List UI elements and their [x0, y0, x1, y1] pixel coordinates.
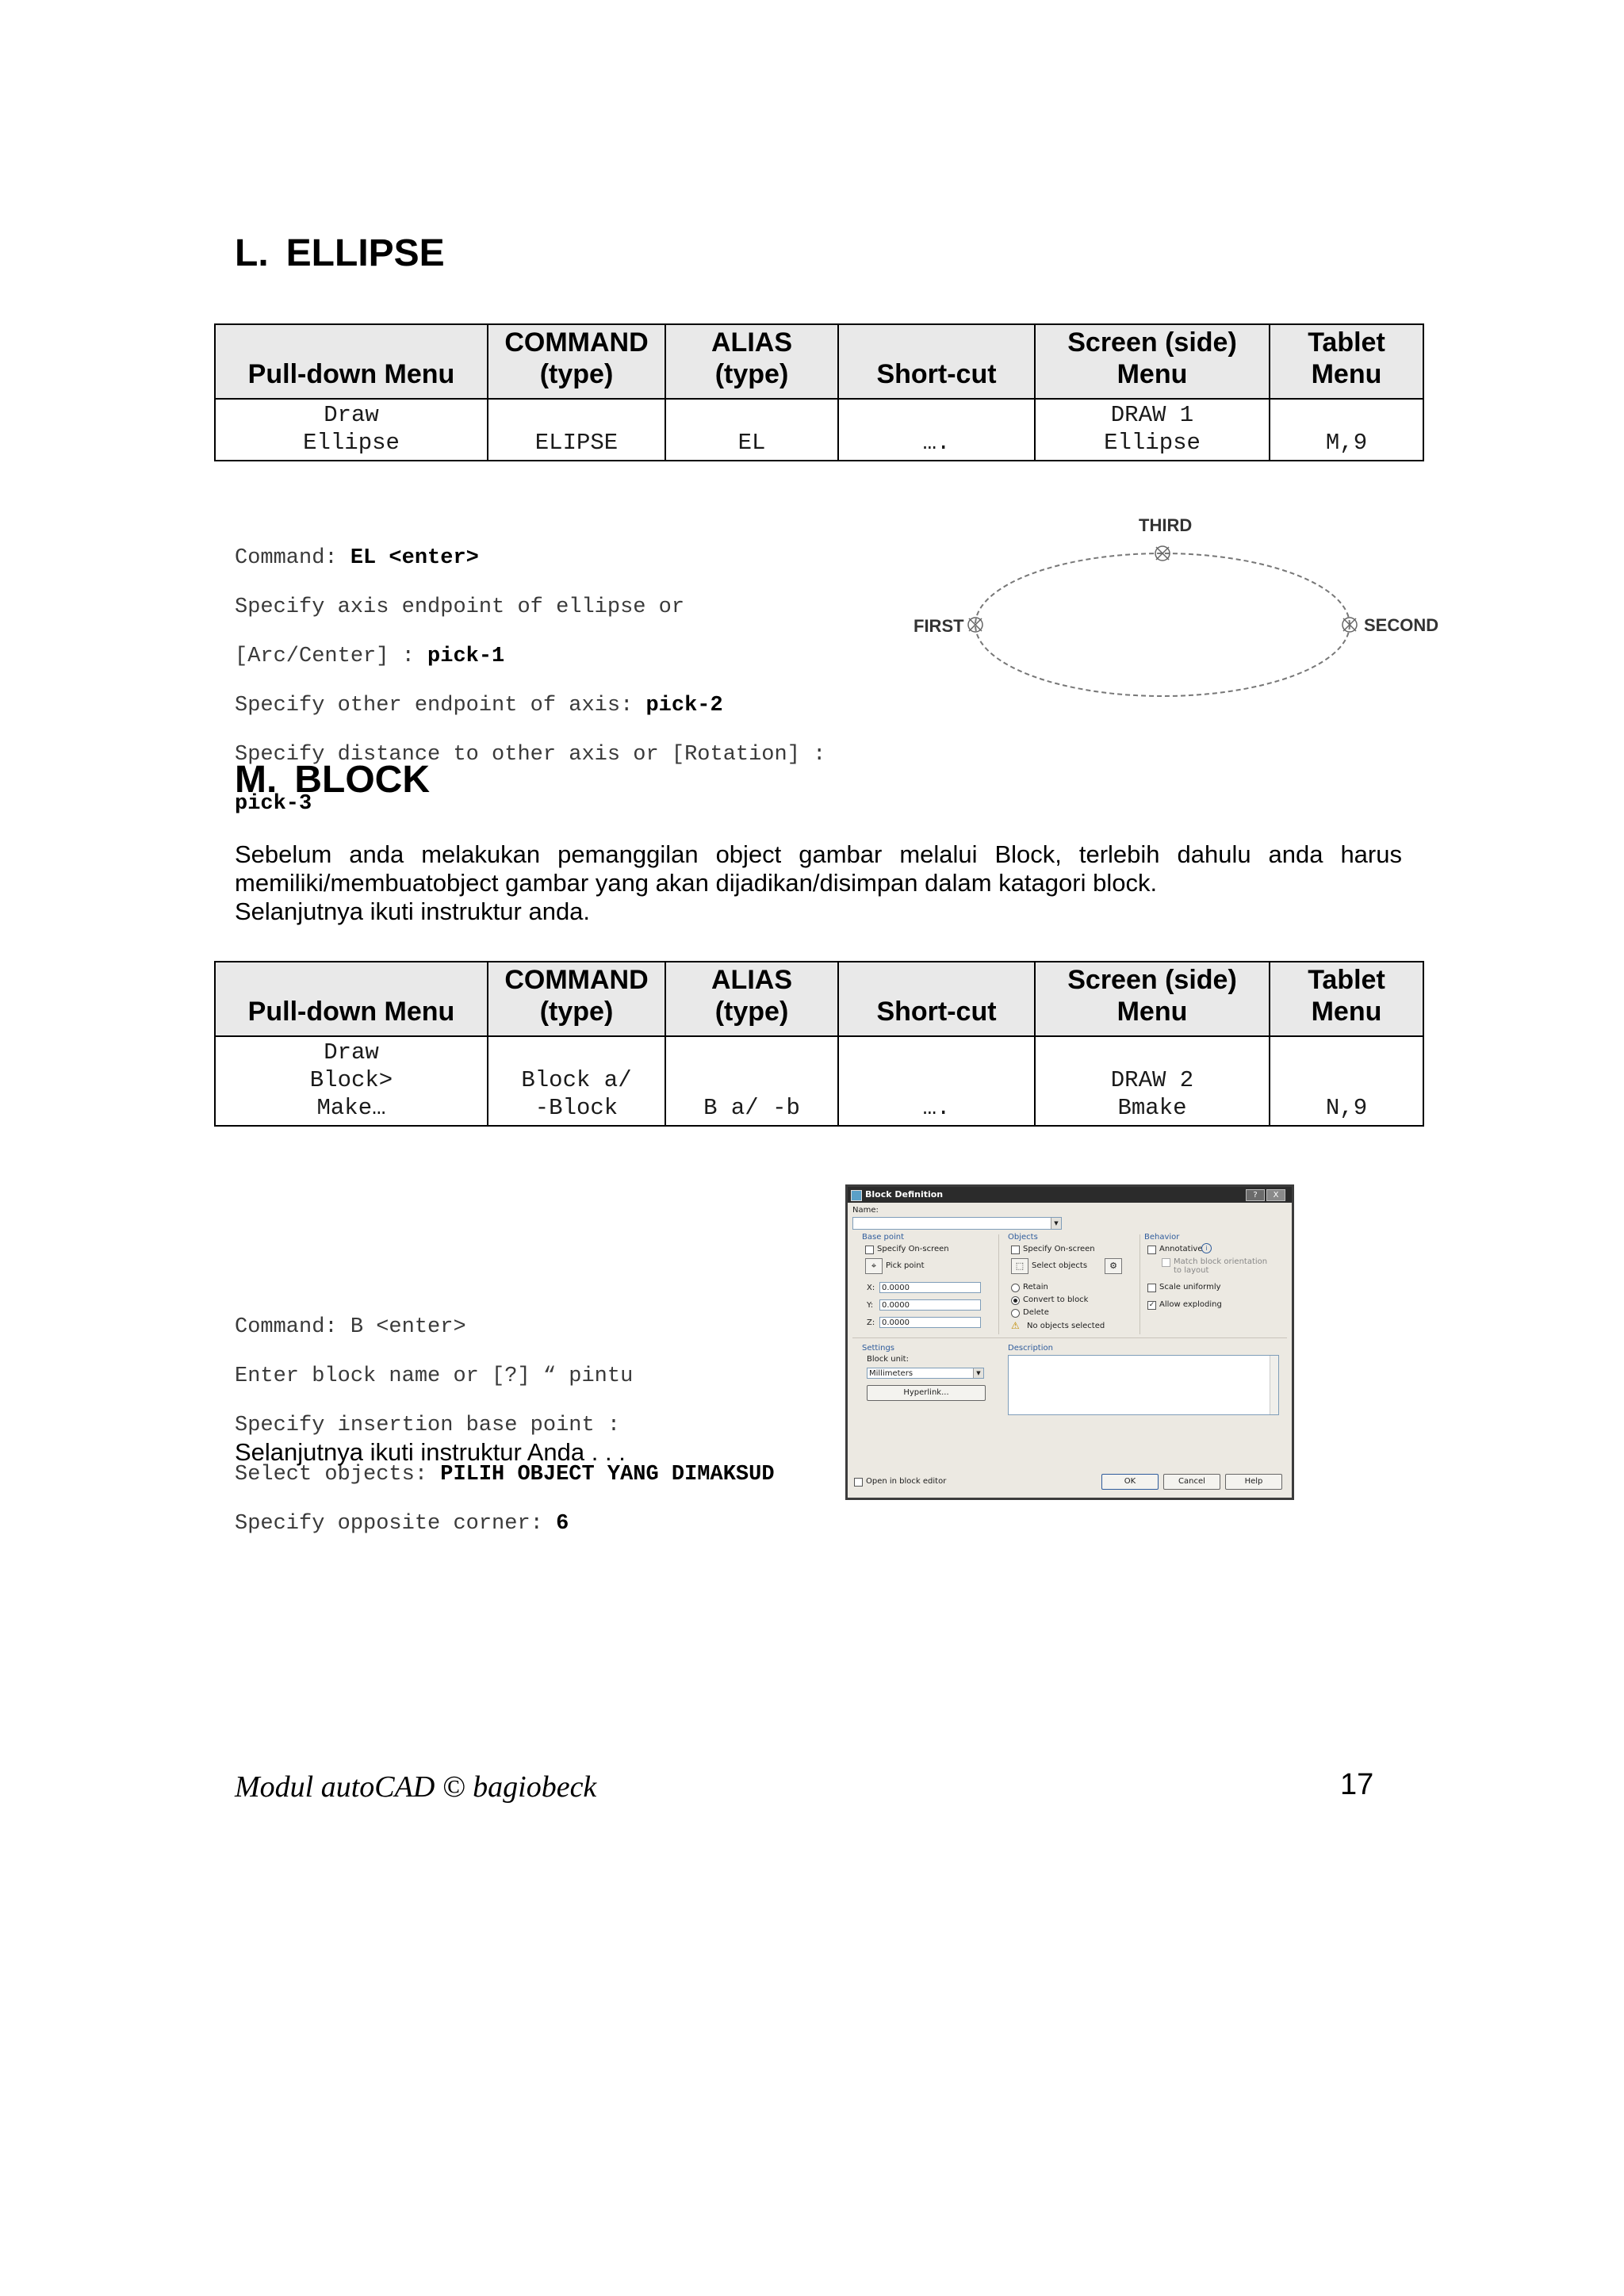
- console-line: Specify insertion base point :: [235, 1414, 621, 1437]
- convert-to-block-radio[interactable]: [1011, 1296, 1020, 1305]
- allow-exploding-checkbox[interactable]: ✓: [1148, 1301, 1155, 1309]
- header-alias: ALIAS (type): [665, 962, 838, 1036]
- console-line: Select objects: PILIH OBJECT YANG DIMAKSUD: [235, 1463, 775, 1487]
- info-icon[interactable]: i: [1201, 1243, 1212, 1253]
- objects-group-label: Objects: [1008, 1233, 1038, 1242]
- section-divider: [852, 1337, 1287, 1338]
- table-header-row: [215, 962, 1423, 1036]
- select-objects-label: Select objects: [1032, 1261, 1088, 1270]
- convert-to-block-label: Convert to block: [1023, 1295, 1089, 1304]
- block-command-console: [235, 1291, 775, 1561]
- table-row: [215, 399, 1423, 461]
- console-line: [Arc/Center] : pick-1: [235, 645, 505, 668]
- dialog-help-button[interactable]: ?: [1246, 1189, 1265, 1201]
- cell-shortcut: ….: [838, 399, 1035, 461]
- dialog-title: Block Definition: [865, 1189, 944, 1200]
- section-name: BLOCK: [294, 759, 430, 801]
- cell-alias: EL: [665, 399, 838, 461]
- scale-uniformly-label: Scale uniformly: [1159, 1283, 1221, 1292]
- base-specify-onscreen-checkbox[interactable]: [865, 1246, 874, 1254]
- pick-point-button[interactable]: [865, 1258, 883, 1274]
- block-unit-label: Block unit:: [867, 1355, 909, 1364]
- x-label: X:: [867, 1284, 875, 1292]
- cell-pulldown: Draw Ellipse: [215, 399, 488, 461]
- ellipse-shape: [975, 553, 1350, 696]
- second-point-marker: [1342, 618, 1357, 632]
- paragraph-line: Sebelum anda melakukan pemanggilan object gambar melalui Block, terlebih dahulu anda harus: [235, 840, 1402, 868]
- block-unit-select[interactable]: [867, 1368, 984, 1379]
- select-objects-button[interactable]: [1011, 1258, 1028, 1274]
- group-divider: [998, 1234, 999, 1334]
- base-y-input[interactable]: 0.0000: [879, 1299, 981, 1311]
- header-tablet-menu: Tablet Menu: [1270, 962, 1423, 1036]
- console-line: Command: EL <enter>: [235, 546, 479, 570]
- console-line: pick-3: [235, 792, 312, 816]
- quick-select-button[interactable]: [1105, 1258, 1122, 1274]
- scrollbar[interactable]: [1270, 1356, 1278, 1414]
- cell-command: Block a/ -Block: [488, 1036, 665, 1126]
- base-point-group-label: Base point: [862, 1233, 905, 1242]
- cell-tablet-menu: N,9: [1270, 1036, 1423, 1126]
- cell-command: ELIPSE: [488, 399, 665, 461]
- dialog-titlebar: [848, 1187, 1292, 1203]
- table-row: [215, 1036, 1423, 1126]
- y-label: Y:: [867, 1301, 874, 1310]
- description-textarea[interactable]: [1008, 1355, 1279, 1415]
- console-line: Enter block name or [?] “ pintu: [235, 1364, 634, 1388]
- block-command-table: [214, 961, 1424, 1127]
- retain-label: Retain: [1023, 1283, 1048, 1292]
- settings-group-label: Settings: [862, 1344, 895, 1353]
- description-label: Description: [1008, 1344, 1053, 1353]
- header-command: COMMAND (type): [488, 324, 665, 399]
- autocad-app-icon: [851, 1190, 862, 1201]
- z-label: Z:: [867, 1318, 875, 1327]
- objects-specify-onscreen-label: Specify On-screen: [1023, 1245, 1095, 1253]
- console-line: Specify axis endpoint of ellipse or: [235, 595, 685, 619]
- allow-exploding-label: Allow exploding: [1159, 1300, 1222, 1309]
- cell-tablet-menu: M,9: [1270, 399, 1423, 461]
- scale-uniformly-checkbox[interactable]: [1147, 1284, 1156, 1292]
- header-pulldown: Pull-down Menu: [215, 324, 488, 399]
- header-tablet-menu: Tablet Menu: [1270, 324, 1423, 399]
- cell-screen-menu: DRAW 2 Bmake: [1035, 1036, 1270, 1126]
- chevron-down-icon[interactable]: ▼: [1051, 1218, 1061, 1229]
- header-shortcut: Short-cut: [838, 962, 1035, 1036]
- chevron-down-icon[interactable]: ▼: [973, 1368, 983, 1378]
- table-header-row: [215, 324, 1423, 399]
- block-intro-paragraph: [235, 840, 1402, 926]
- annotative-label: Annotative: [1159, 1245, 1203, 1253]
- header-screen-menu: Screen (side) Menu: [1035, 324, 1270, 399]
- warning-icon: ⚠: [1011, 1320, 1020, 1331]
- cell-alias: B a/ -b: [665, 1036, 838, 1126]
- page-number: 17: [1340, 1768, 1374, 1801]
- block-definition-dialog: [845, 1184, 1294, 1500]
- open-in-block-editor-label: Open in block editor: [866, 1477, 947, 1486]
- section-name: ELLIPSE: [285, 232, 445, 274]
- base-specify-onscreen-label: Specify On-screen: [877, 1245, 949, 1253]
- header-shortcut: Short-cut: [838, 324, 1035, 399]
- cancel-button[interactable]: Cancel: [1163, 1474, 1220, 1490]
- header-pulldown: Pull-down Menu: [215, 962, 488, 1036]
- block-followup-text: Selanjutnya ikuti instruktur Anda . . .: [235, 1438, 626, 1466]
- cell-screen-menu: DRAW 1 Ellipse: [1035, 399, 1270, 461]
- pick-point-icon: ⌖: [871, 1261, 877, 1271]
- group-divider: [1139, 1234, 1140, 1334]
- cell-shortcut: ….: [838, 1036, 1035, 1126]
- section-letter: L.: [235, 232, 269, 274]
- first-label: FIRST: [914, 616, 964, 636]
- name-label: Name:: [852, 1206, 879, 1215]
- second-label: SECOND: [1364, 615, 1439, 635]
- console-line: Command: B <enter>: [235, 1315, 466, 1339]
- third-label: THIRD: [1139, 515, 1193, 535]
- match-orientation-checkbox[interactable]: [1162, 1258, 1170, 1267]
- header-alias: ALIAS (type): [665, 324, 838, 399]
- pick-point-label: Pick point: [886, 1261, 925, 1270]
- cell-pulldown: Draw Block> Make…: [215, 1036, 488, 1126]
- ok-button[interactable]: OK: [1101, 1474, 1159, 1490]
- behavior-group-label: Behavior: [1144, 1233, 1180, 1242]
- header-screen-menu: Screen (side) Menu: [1035, 962, 1270, 1036]
- base-x-input[interactable]: 0.0000: [879, 1282, 981, 1293]
- section-title-block: [235, 758, 430, 802]
- console-line: Specify opposite corner: 6: [235, 1512, 569, 1536]
- no-objects-selected-text: No objects selected: [1027, 1322, 1105, 1330]
- console-line: Specify distance to other axis or [Rotation] :: [235, 743, 826, 767]
- annotative-checkbox[interactable]: [1147, 1246, 1156, 1254]
- objects-specify-onscreen-checkbox[interactable]: [1011, 1246, 1020, 1254]
- paragraph-line: memiliki/membuatobject gambar yang akan dijadikan/disimpan dalam katagori block.: [235, 869, 1158, 897]
- footer-credit: Modul autoCAD © bagiobeck: [235, 1770, 597, 1804]
- header-command: COMMAND (type): [488, 962, 665, 1036]
- match-orientation-label: Match block orientation: [1174, 1257, 1268, 1266]
- select-objects-icon: ⬚: [1015, 1261, 1025, 1271]
- open-in-block-editor-checkbox[interactable]: [854, 1478, 863, 1487]
- match-orientation-label-2: to layout: [1174, 1266, 1209, 1275]
- base-z-input[interactable]: 0.0000: [879, 1317, 981, 1328]
- section-title-ellipse: [235, 232, 445, 275]
- ellipse-command-table: [214, 323, 1424, 461]
- dialog-close-button[interactable]: X: [1266, 1189, 1285, 1201]
- section-letter: M.: [235, 759, 278, 801]
- quick-select-icon: ⚙: [1109, 1261, 1117, 1271]
- paragraph-line: Selanjutnya ikuti instruktur anda.: [235, 897, 591, 925]
- help-button[interactable]: Help: [1225, 1474, 1282, 1490]
- block-name-combobox[interactable]: [852, 1217, 1062, 1230]
- delete-radio[interactable]: [1011, 1309, 1020, 1318]
- ellipse-diagram: [904, 507, 1451, 714]
- delete-label: Delete: [1023, 1308, 1049, 1317]
- block-unit-value: Millimeters: [869, 1369, 914, 1378]
- retain-radio[interactable]: [1011, 1284, 1020, 1292]
- hyperlink-button[interactable]: Hyperlink...: [867, 1385, 986, 1401]
- console-line: Specify other endpoint of axis: pick-2: [235, 694, 723, 718]
